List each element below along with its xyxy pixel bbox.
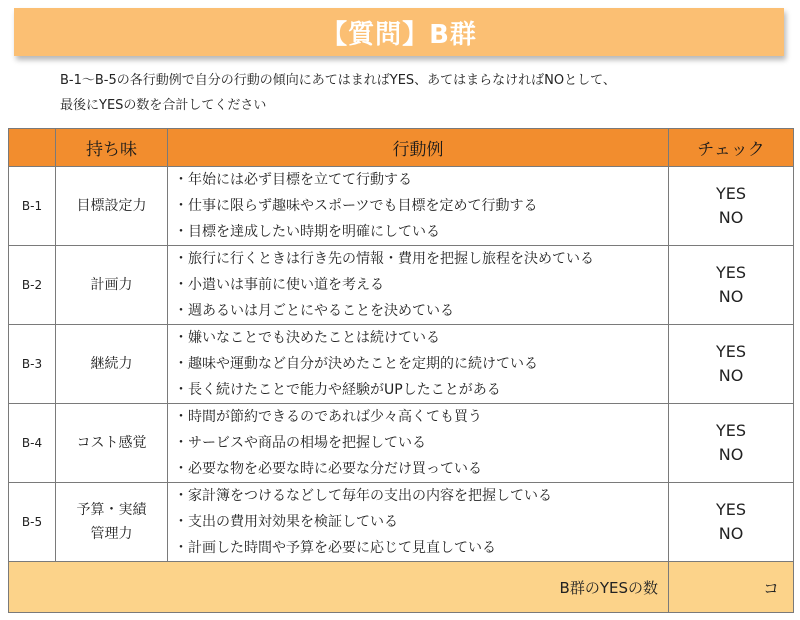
skill-label: 計画力 (90, 277, 133, 293)
instructions-line-1: B-1〜B-5の各行動例で自分の行動の傾向にあてはまればYES、あてはまらなければNOとして、 (60, 73, 616, 88)
action-item: ・必要な物を必要な時に必要な分だけ買っている (174, 461, 482, 477)
header-skill: 持ち味 (56, 129, 168, 167)
row-id: B-5 (9, 483, 56, 562)
actions-cell (168, 404, 669, 483)
action-item: ・長く続けたことで能力や経験がUPしたことがある (174, 382, 501, 398)
actions-cell (168, 325, 669, 404)
actions-cell (168, 483, 669, 562)
action-item: ・時間が節約できるのであれば少々高くても買う (174, 409, 482, 425)
action-item: ・小遣いは事前に使い道を考える (174, 277, 384, 293)
yes-option[interactable]: YES (715, 342, 747, 361)
skill-label: 管理力 (90, 526, 133, 542)
check-cell (669, 325, 794, 404)
header-check: チェック (669, 129, 794, 167)
instructions (60, 68, 760, 118)
action-item: ・支出の費用対効果を検証している (174, 514, 398, 530)
table-row (9, 167, 794, 246)
action-item: ・家計簿をつけるなどして毎年の支出の内容を把握している (174, 488, 552, 504)
row-id: B-3 (9, 325, 56, 404)
skill-cell (56, 404, 168, 483)
no-option[interactable]: NO (718, 287, 744, 306)
skill-label: 予算・実績 (76, 502, 147, 518)
skill-label: 目標設定力 (76, 198, 147, 214)
header-actions: 行動例 (168, 129, 669, 167)
question-table (8, 128, 794, 613)
header-blank (9, 129, 56, 167)
yes-option[interactable]: YES (715, 184, 747, 203)
row-id: B-1 (9, 167, 56, 246)
instructions-line-2: 最後にYESの数を合計してください (60, 98, 267, 113)
skill-label: コスト感覚 (76, 435, 147, 451)
skill-cell (56, 325, 168, 404)
action-item: ・嫌いなことでも決めたことは続けている (174, 330, 440, 346)
yes-option[interactable]: YES (715, 500, 747, 519)
no-option[interactable]: NO (718, 524, 744, 543)
action-item: ・目標を達成したい時期を明確にしている (174, 224, 440, 240)
title-banner (14, 8, 784, 56)
table-row (9, 325, 794, 404)
action-item: ・趣味や運動など自分が決めたことを定期的に続けている (174, 356, 538, 372)
page-title: 【質問】B群 (321, 19, 477, 50)
yes-option[interactable]: YES (715, 421, 747, 440)
action-item: ・仕事に限らず趣味やスポーツでも目標を定めて行動する (174, 198, 538, 214)
actions-cell (168, 246, 669, 325)
no-option[interactable]: NO (718, 366, 744, 385)
action-item: ・旅行に行くときは行き先の情報・費用を把握し旅程を決めている (174, 251, 594, 267)
check-cell (669, 167, 794, 246)
check-cell (669, 483, 794, 562)
row-id: B-2 (9, 246, 56, 325)
no-option[interactable]: NO (718, 208, 744, 227)
no-option[interactable]: NO (718, 445, 744, 464)
table-row (9, 246, 794, 325)
total-row (9, 562, 794, 613)
check-cell (669, 404, 794, 483)
action-item: ・年始には必ず目標を立てて行動する (174, 172, 412, 188)
table-header-row (9, 129, 794, 167)
action-item: ・計画した時間や予算を必要に応じて見直している (174, 540, 496, 556)
row-id: B-4 (9, 404, 56, 483)
table-row (9, 404, 794, 483)
action-item: ・週あるいは月ごとにやることを決めている (174, 303, 454, 319)
yes-option[interactable]: YES (715, 263, 747, 282)
action-item: ・サービスや商品の相場を把握している (174, 435, 426, 451)
table-row (9, 483, 794, 562)
skill-label: 継続力 (90, 356, 133, 372)
total-label: B群のYESの数 (9, 562, 669, 613)
skill-cell (56, 167, 168, 246)
actions-cell (168, 167, 669, 246)
total-input[interactable]: コ (669, 562, 794, 613)
check-cell (669, 246, 794, 325)
skill-cell (56, 483, 168, 562)
skill-cell (56, 246, 168, 325)
